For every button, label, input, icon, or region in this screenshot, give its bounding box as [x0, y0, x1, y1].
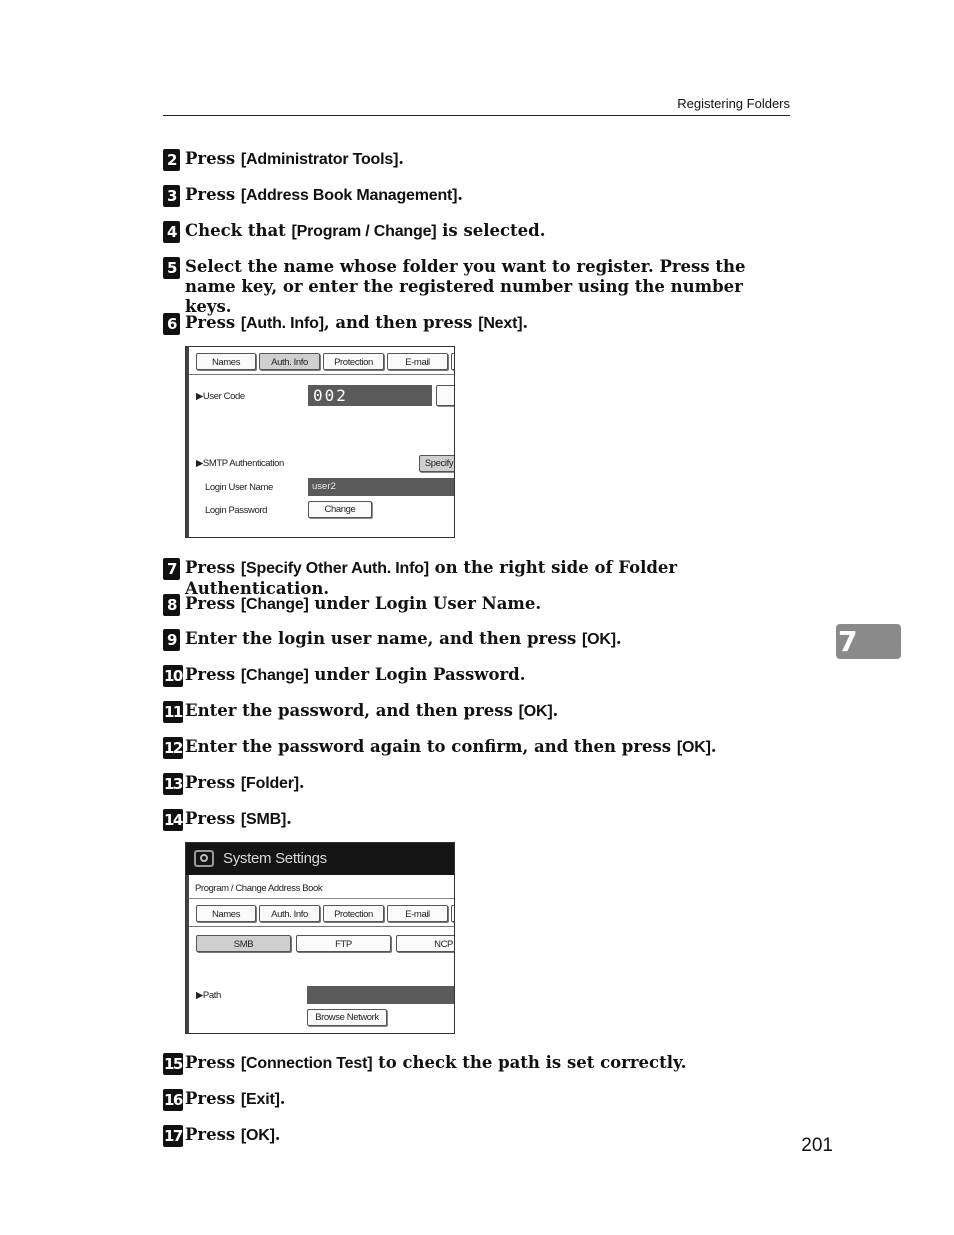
step-text: Press — [185, 1053, 241, 1072]
key-label: [Folder] — [240, 775, 299, 792]
key-label: [OK] — [518, 703, 553, 720]
step-number: 14 — [164, 811, 182, 829]
step-text-end: . — [615, 629, 622, 648]
step-text: Press — [185, 1125, 241, 1144]
step-text: Press — [185, 313, 241, 332]
step-number: 16 — [164, 1091, 182, 1109]
system-settings-title: System Settings — [223, 850, 327, 867]
key-label: [SMB] — [240, 811, 287, 828]
user-code-label: ▶User Code — [196, 391, 245, 402]
chapter-tab: 7 — [836, 624, 901, 659]
step-number: 8 — [163, 594, 180, 616]
ftp-button[interactable]: FTP — [296, 935, 391, 952]
step-13 — [163, 773, 793, 794]
tab-names[interactable]: Names — [196, 905, 256, 922]
browse-network-button[interactable]: Browse Network — [307, 1009, 387, 1026]
breadcrumb: Program / Change Address Book — [195, 883, 323, 894]
step-text-end: is selected. — [436, 221, 546, 240]
step-number: 7 — [163, 558, 180, 580]
tab-divider — [189, 374, 454, 375]
tab-email[interactable]: E-mail — [387, 353, 448, 370]
step-text-end: under Login User Name. — [308, 594, 542, 613]
key-label: [Specify Other Auth. Info] — [240, 560, 429, 577]
tab-auth-info[interactable]: Auth. Info — [259, 905, 320, 922]
step-15 — [163, 1053, 793, 1074]
step-text: Enter the password again to confirm, and then press — [185, 737, 677, 756]
key-label: [Change] — [240, 596, 309, 613]
step-text: Press — [185, 1089, 241, 1108]
step-16 — [163, 1089, 793, 1110]
step-text: Press — [185, 558, 241, 577]
step-9 — [163, 629, 793, 650]
step-12 — [163, 737, 793, 758]
step-number: 17 — [164, 1127, 182, 1145]
key-label: [Administrator Tools] — [240, 151, 399, 168]
tab-next-partial[interactable] — [451, 353, 455, 370]
step-number: 6 — [163, 313, 180, 335]
tab-protection[interactable]: Protection — [323, 905, 384, 922]
key-label: [Auth. Info] — [240, 315, 324, 332]
login-user-name-field[interactable]: user2 — [308, 478, 455, 496]
step-text: Press — [185, 665, 241, 684]
step-text-end: . — [552, 701, 559, 720]
key-label: [OK] — [676, 739, 711, 756]
system-settings-screen — [185, 842, 455, 1034]
login-password-label: Login Password — [205, 505, 267, 516]
key-label: [Program / Change] — [291, 223, 437, 240]
step-3 — [163, 185, 793, 206]
step-text-end: on the right side of Folder Authentication. — [185, 558, 678, 598]
step-number: 15 — [164, 1055, 182, 1073]
smb-button[interactable]: SMB — [196, 935, 291, 952]
step-14 — [163, 809, 793, 830]
tab-auth-info[interactable]: Auth. Info — [259, 353, 320, 370]
user-code-field[interactable]: 002 — [308, 385, 432, 406]
step-text: Press — [185, 149, 241, 168]
ncp-button[interactable]: NCP — [396, 935, 455, 952]
step-2 — [163, 149, 793, 170]
step-text-end: to check the path is set correctly. — [372, 1053, 687, 1072]
step-text: Press — [185, 185, 241, 204]
step-text-end: . — [279, 1089, 286, 1108]
system-settings-titlebar — [186, 843, 454, 875]
tab-names[interactable]: Names — [196, 353, 256, 370]
step-number: 9 — [163, 629, 180, 651]
step-text-end: . — [274, 1125, 281, 1144]
step-text: Check that — [185, 221, 292, 240]
key-label: [Change] — [240, 667, 309, 684]
change-password-button[interactable]: Change — [308, 501, 372, 518]
step-number: 13 — [164, 775, 182, 793]
key-label: [Connection Test] — [240, 1055, 373, 1072]
path-label: ▶Path — [196, 990, 221, 1001]
step-17 — [163, 1125, 793, 1146]
step-text-end: . — [298, 773, 305, 792]
step-6 — [163, 313, 793, 334]
header-rule — [163, 115, 790, 116]
step-text: Press — [185, 594, 241, 613]
step-number: 4 — [163, 221, 180, 243]
key-label: [Exit] — [240, 1091, 280, 1108]
auth-info-screen — [185, 346, 455, 538]
settings-gear-icon — [194, 850, 214, 867]
step-number: 2 — [163, 149, 180, 171]
key-label: [OK] — [582, 631, 616, 648]
step-4 — [163, 221, 793, 242]
step-text-end: under Login Password. — [308, 665, 526, 684]
breadcrumb-divider — [189, 898, 454, 899]
tab-email[interactable]: E-mail — [387, 905, 448, 922]
screen-edge — [186, 347, 189, 537]
step-text-end: . — [522, 313, 529, 332]
specify-button[interactable]: Specify — [419, 455, 455, 472]
step-7 — [163, 558, 793, 599]
tab-divider — [189, 926, 454, 927]
step-number: 12 — [164, 739, 182, 757]
step-text-mid: , and then press — [323, 313, 479, 332]
tab-next-partial[interactable] — [451, 905, 455, 922]
key-label: [OK] — [240, 1127, 275, 1144]
step-8 — [163, 594, 793, 615]
step-number: 10 — [164, 667, 182, 685]
step-text-end: . — [457, 185, 464, 204]
step-text: Press — [185, 773, 241, 792]
step-text-end: . — [398, 149, 404, 168]
running-header: Registering Folders — [677, 96, 790, 111]
step-text: Select the name whose folder you want to register. Press the name key, or enter the registered number using the number keys. — [185, 257, 746, 316]
path-field[interactable] — [307, 986, 455, 1004]
user-code-button-partial[interactable] — [436, 385, 455, 406]
login-user-name-label: Login User Name — [205, 482, 273, 493]
step-number: 11 — [164, 703, 182, 721]
step-text: Press — [185, 809, 241, 828]
key-label-2: [Next] — [478, 315, 523, 332]
step-number: 3 — [163, 185, 180, 207]
step-10 — [163, 665, 793, 686]
step-text-end: . — [286, 809, 292, 828]
step-text: Enter the login user name, and then press — [185, 629, 583, 648]
tab-protection[interactable]: Protection — [323, 353, 384, 370]
key-label: [Address Book Management] — [240, 187, 458, 204]
step-number: 5 — [163, 257, 180, 279]
step-text: Enter the password, and then press — [185, 701, 519, 720]
step-11 — [163, 701, 793, 722]
step-5 — [163, 257, 793, 317]
step-text-end: . — [710, 737, 717, 756]
page-number: 201 — [801, 1135, 833, 1156]
smtp-auth-label: ▶SMTP Authentication — [196, 458, 284, 469]
